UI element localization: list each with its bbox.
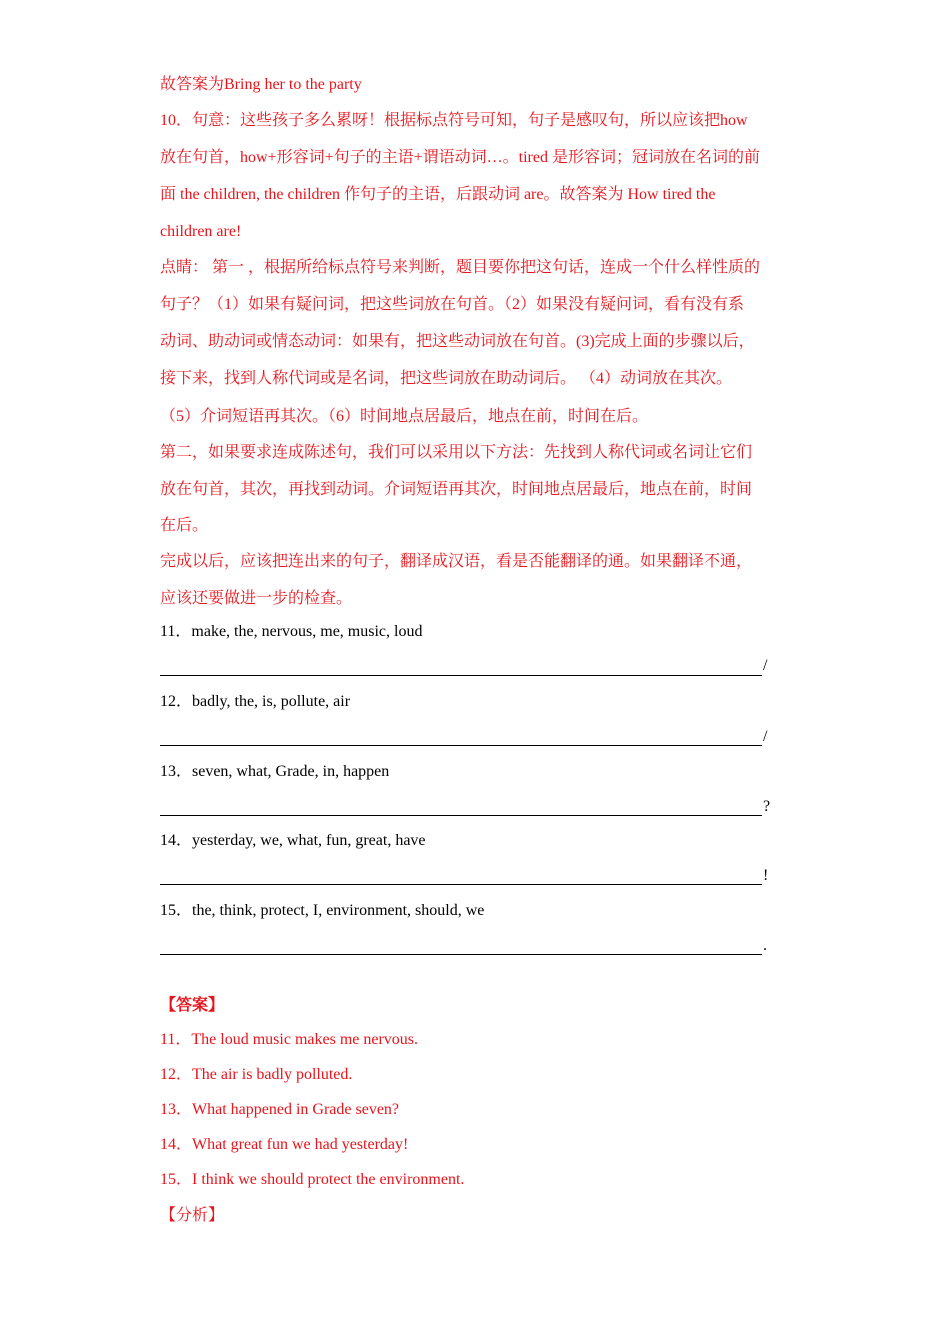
tips-line: 完成以后，应该把连出来的句子，翻译成汉语，看是否能翻译的通。如果翻译不通，: [160, 553, 753, 570]
q10-analysis-line: children are!: [160, 223, 242, 240]
answer-9-text: 故答案为Bring her to the party: [160, 76, 362, 93]
end-mark-11: /: [763, 657, 768, 674]
tips-line: 在后。: [160, 517, 209, 534]
answer-heading: 【答案】: [160, 997, 225, 1014]
answer-blank-15[interactable]: [160, 954, 762, 955]
tips-line: 动词、助动词或情态动词：如果有，把这些动词放在句首。(3)完成上面的步骤以后，: [160, 333, 755, 350]
end-mark-15: .: [763, 937, 767, 954]
q10-analysis-line: 10．句意：这些孩子多么累呀！根据标点符号可知，句子是感叹句，所以应该把how: [160, 112, 748, 129]
q10-analysis-line: 放在句首，how+形容词+句子的主语+谓语动词…。tired 是形容词；冠词放在名词的前: [160, 149, 760, 166]
analysis-heading: 【分析】: [160, 1207, 225, 1224]
tips-line: 句子？（1）如果有疑问词，把这些词放在句首。（2）如果没有疑问词，看有没有系: [160, 296, 745, 313]
answer-blank-14[interactable]: [160, 884, 762, 885]
answer-15: 15．I think we should protect the environment.: [160, 1171, 465, 1188]
tips-line: 放在句首，其次，再找到动词。介词短语再其次，时间地点居最后，地点在前，时间: [160, 481, 753, 498]
answer-blank-12[interactable]: [160, 745, 762, 746]
end-mark-13: ?: [763, 798, 771, 815]
end-mark-12: /: [763, 728, 768, 745]
question-15: 15．the, think, protect, I, environment, should, we: [160, 902, 485, 919]
question-13: 13．seven, what, Grade, in, happen: [160, 763, 390, 780]
tips-line: 应该还要做进一步的检查。: [160, 590, 353, 607]
answer-blank-11[interactable]: [160, 675, 762, 676]
tips-line: 第二，如果要求连成陈述句，我们可以采用以下方法：先找到人称代词或名词让它们: [160, 444, 753, 461]
answer-13: 13．What happened in Grade seven?: [160, 1101, 400, 1118]
q10-analysis-line: 面 the children, the children 作句子的主语，后跟动词 are。故答案为 How tired the: [160, 186, 716, 203]
answer-12: 12．The air is badly polluted.: [160, 1066, 353, 1083]
tips-line: （5）介词短语再其次。（6）时间地点居最后，地点在前，时间在后。: [160, 408, 649, 425]
answer-14: 14．What great fun we had yesterday!: [160, 1136, 409, 1153]
question-12: 12．badly, the, is, pollute, air: [160, 693, 351, 710]
answer-11: 11．The loud music makes me nervous.: [160, 1031, 419, 1048]
tips-line: 点睛： 第一 ，根据所给标点符号来判断，题目要你把这句话，连成一个什么样性质的: [160, 259, 761, 276]
tips-line: 接下来，找到人称代词或是名词，把这些词放在助动词后。 （4）动词放在其次。: [160, 370, 733, 387]
question-14: 14．yesterday, we, what, fun, great, have: [160, 832, 426, 849]
question-11: 11．make, the, nervous, me, music, loud: [160, 623, 423, 640]
end-mark-14: !: [763, 867, 769, 884]
answer-blank-13[interactable]: [160, 815, 762, 816]
